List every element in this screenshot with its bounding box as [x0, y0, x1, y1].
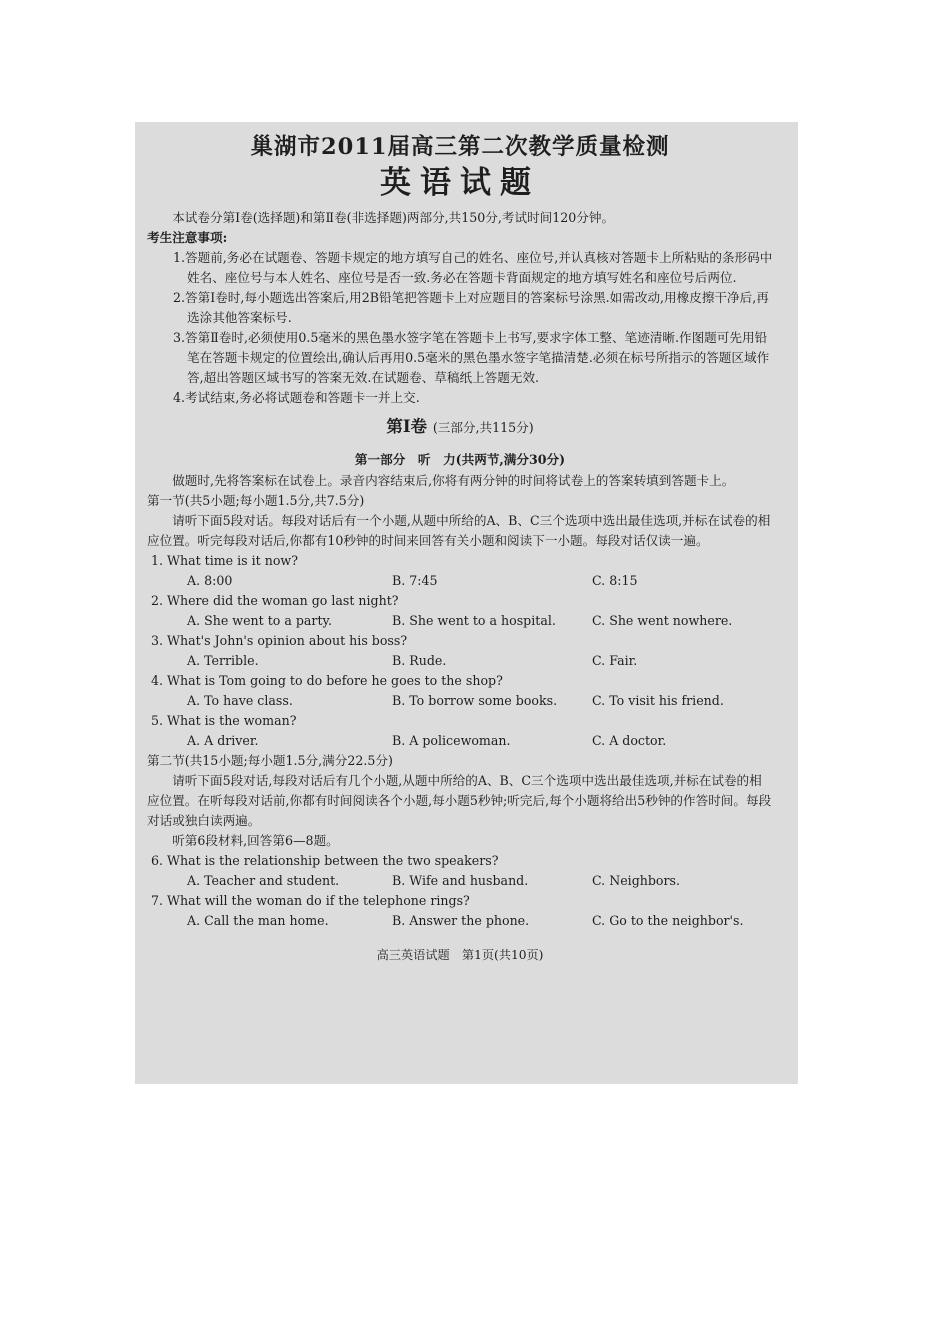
question-options [147, 731, 773, 751]
option-b: B. A policewoman. [392, 733, 511, 748]
question-options [147, 571, 773, 591]
option-c: C. A doctor. [592, 733, 667, 748]
exam-title: 巢湖市2011届高三第二次教学质量检测 [250, 134, 670, 160]
question-options [147, 691, 773, 711]
option-a: A. Call the man home. [187, 913, 329, 928]
option-c: C. Neighbors. [592, 873, 680, 888]
option-b: B. To borrow some books. [392, 693, 558, 708]
question-text: 4. What is Tom going to do before he goes to the shop? [151, 673, 503, 688]
part-heading: 第一部分 听 力(共两节,满分30分) [354, 452, 566, 467]
part-instruction: 做题时,先将答案标在试卷上。录音内容结束后,你将有两分钟的时间将试卷上的答案转填到答题卡上。 [172, 473, 735, 488]
volume-title: 第Ⅰ卷 [386, 417, 428, 436]
option-a: A. Teacher and student. [187, 873, 340, 888]
exam-subtitle: 英语试题 [380, 165, 540, 201]
question-text: 1. What time is it now? [151, 553, 298, 568]
option-a: A. Terrible. [187, 653, 259, 668]
volume-subtitle: (三部分,共115分) [432, 420, 534, 435]
scanned-exam-page [135, 122, 798, 1084]
note-item: 1.答题前,务必在试题卷、答题卡规定的地方填写自己的姓名、座位号,并认真核对答题卡上所粘贴的条形码中姓名、座位号与本人姓名、座位号是否一致.务必在答题卡背面规定的地方填写姓名和座位号后两位. [173, 250, 773, 285]
notes-heading: 考生注意事项: [147, 230, 228, 245]
section-heading: 第二节(共15小题;每小题1.5分,满分22.5分) [147, 753, 393, 768]
question-text: 2. Where did the woman go last night? [151, 593, 399, 608]
option-a: A. 8:00 [187, 573, 233, 588]
volume-heading [147, 414, 773, 441]
note-item: 4.考试结束,务必将试题卷和答题卡一并上交. [173, 390, 420, 405]
note-item: 3.答第Ⅱ卷时,必须使用0.5毫米的黑色墨水签字笔在答题卡上书写,要求字体工整、笔迹清晰.作图题可先用铅笔在答题卡规定的位置绘出,确认后再用0.5毫米的黑色墨水签字笔描清楚.必须在标号所指示的答题区域作答,超出答题区域书写的答案无效.在试题卷、草稿纸上答题无效. [173, 330, 770, 385]
option-a: A. A driver. [187, 733, 259, 748]
section-instruction: 请听下面5段对话,每段对话后有几个小题,从题中所给的A、B、C三个选项中选出最佳选项,并标在试卷的相应位置。在听每段对话前,你都有时间阅读各个小题,每小题5秒钟;听完后,每个小题将给出5秒钟的作答时间。每段对话或独白读两遍。 [147, 773, 772, 828]
option-c: C. Go to the neighbor's. [592, 913, 744, 928]
section-heading: 第一节(共5小题;每小题1.5分,共7.5分) [147, 493, 365, 508]
option-b: B. 7:45 [392, 573, 438, 588]
option-c: C. To visit his friend. [592, 693, 724, 708]
option-a: A. To have class. [187, 693, 293, 708]
question-list-1 [147, 551, 773, 751]
section-instruction: 请听下面5段对话。每段对话后有一个小题,从题中所给的A、B、C三个选项中选出最佳选项,并标在试卷的相应位置。听完每段对话后,你都有10秒钟的时间来回答有关小题和阅读下一小题。每段对话仅读一遍。 [147, 513, 771, 548]
option-b: B. Answer the phone. [392, 913, 530, 928]
intro-text: 本试卷分第Ⅰ卷(选择题)和第Ⅱ卷(非选择题)两部分,共150分,考试时间120分钟。 [172, 210, 615, 225]
question-list-2 [147, 851, 773, 931]
option-c: C. Fair. [592, 653, 638, 668]
option-c: C. 8:15 [592, 573, 638, 588]
material-note: 听第6段材料,回答第6—8题。 [172, 833, 339, 848]
note-item: 2.答第Ⅰ卷时,每小题选出答案后,用2B铅笔把答题卡上对应题目的答案标号涂黑.如需改动,用橡皮擦干净后,再选涂其他答案标号. [173, 290, 769, 325]
option-b: B. Rude. [392, 653, 447, 668]
question-options [147, 871, 773, 891]
page-footer: 高三英语试题 第1页(共10页) [376, 948, 544, 962]
option-a: A. She went to a party. [187, 613, 332, 628]
question-text: 5. What is the woman? [151, 713, 297, 728]
question-options [147, 651, 773, 671]
option-b: B. Wife and husband. [392, 873, 529, 888]
question-options [147, 911, 773, 931]
question-text: 6. What is the relationship between the two speakers? [151, 853, 499, 868]
question-options [147, 611, 773, 631]
option-c: C. She went nowhere. [592, 613, 733, 628]
question-text: 3. What's John's opinion about his boss? [151, 633, 408, 648]
question-text: 7. What will the woman do if the telephone rings? [151, 893, 470, 908]
option-b: B. She went to a hospital. [392, 613, 556, 628]
